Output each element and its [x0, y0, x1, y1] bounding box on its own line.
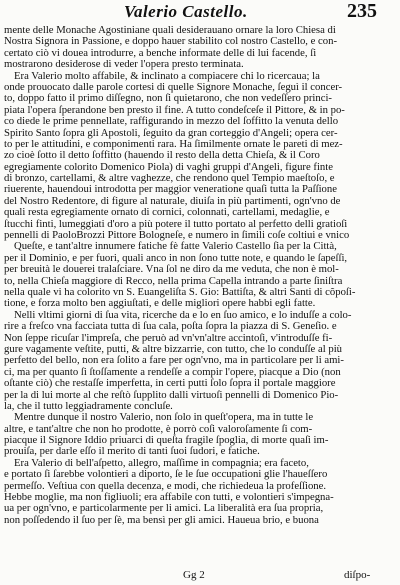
text-line: non poſſedendo il ſuo per ſè, ma bensì per gli amici. Haueua brio, e buona: [4, 514, 319, 526]
text-line: permeſſo. Veſtiua con quella decenza, e modi, che richiedeua la profeſſione.: [4, 480, 327, 492]
text-line: del Nostro Redentore, di figure al naturale, diuiſa in più partimenti, ogn'vno de: [4, 195, 341, 207]
running-head: Valerio Castello.: [124, 2, 248, 21]
text-line: Hebbe moglie, ma non figliuoli; era affabile con tutti, e volontieri s'impegna-: [4, 492, 334, 504]
text-line: certato ciò vi douea introdurre, a benche informate delle di lui facende, ſi: [4, 47, 317, 59]
text-line: per breuità le douerei tralaſciare. Vna ſol ne diro da me veduta, che non è mol-: [4, 264, 339, 276]
text-line: zo cioè ſotto il detto ſoffitto (hauendo il resto della detta Chieſa, & il Coro: [4, 150, 320, 162]
text-line: ſtucchi finti, lumeggiati d'oro a più potere il tutto portato al perfetto delli gratioſi: [4, 218, 348, 230]
text-line: Era Valerio di bell'aſpetto, allegro, maſſime in compagnia; era faceto,: [14, 457, 309, 469]
text-line: to per le attitudini, e componimenti rara. Ha ſimilmente ornate le pareti di mez-: [4, 138, 343, 150]
text-line: piacque il Signore Iddio priuarci di queſta fragile ſpoglia, di morte quaſi im-: [4, 435, 329, 447]
text-line: piata l'opera ſperandone ben presto il fine. A tutto condeſceſe il Pittore, & in po-: [4, 104, 345, 116]
text-line: Mentre dunque il nostro Valerio, non ſolo in queſt'opera, ma in tutte le: [14, 412, 314, 424]
page-number: 235: [347, 0, 377, 22]
text-line: rire a freſco vna facciata tutta di ſua cala, poſta ſopra la piazza di S. Geneſio. e: [4, 321, 337, 333]
text-line: prouiſa, per darle eſſo il merito di tanti ſuoi ſudori, e fatiche.: [4, 446, 260, 458]
text-line: ci, ma per quanto ſi ſtoſſamente a rendeſſe a compir l'opere, piacque a Dio (non: [4, 366, 341, 378]
text-line: riuerente, hauendoui introdotta per maggior veneratione quaſi tutta la Paſſione: [4, 184, 337, 196]
text-line: la, che il tutto leggiadramente concluſe.: [4, 400, 173, 412]
text-line: Non ſeppe ricuſar l'impreſa, che peruò ad vn'vn'altre accintoſi, v'introduſſe fi-: [4, 332, 333, 344]
text-line: Nelli vltimi giorni di ſua vita, ricerche da e lo en ſuo amico, e lo induſſe a colo-: [14, 309, 352, 321]
text-line: mostrarono desiderose di veder l'opera presto terminata.: [4, 59, 244, 71]
text-line: oſtante ciò) che restaſſe imperfetta, in certi putti ſolo ſopra il portale maggiore: [4, 378, 336, 390]
text-line: per la di lui morte al che reſtò ſupplito dalli virtuoſi pennelli di Domenico Pio-: [4, 389, 339, 401]
text-line: mente delle Monache Agostiniane quali desiderauano ornare la loro Chiesa di: [4, 25, 336, 36]
text-line: to, doppo fatto il primo diſſegno, non ſi quietarono, che non vedeſſero princi-: [4, 93, 332, 105]
catchword: diſpo-: [344, 569, 371, 581]
text-line: Spirito Santo ſopra gli Apostoli, ſeguito da gran corteggio d'Angeli; opera cer-: [4, 127, 338, 139]
page-footer: [0, 569, 400, 583]
text-line: quali resta egregiamente ornato di cornici, colonnati, cartellami, medaglie, e: [4, 207, 330, 219]
text-line: nella quale vi ha colorito vn S. Euangeliſta S. Gio: Battiſta, & altri Santi di cõpoſi-: [4, 286, 356, 298]
signature-mark: Gg 2: [183, 569, 205, 581]
text-line: egregiamente colorito Domenico Piola) di vaghi gruppi d'Angeli, figure finte: [4, 161, 333, 173]
text-line: perfetto del bello, non era ſolito a fare per ogn'vno, ma in particolare per li ami-: [4, 355, 344, 367]
text-line: e portato ſi ſarebbe volontieri a diporto, ſe le ſue occupationi glie l'haueſſero: [4, 469, 328, 481]
page-header: [0, 2, 400, 24]
text-line: pennelli di PaoloBrozzi Pittore Bologneſe, e numero in ſimili coſe coltiui e vnico: [4, 230, 350, 242]
text-line: ua per ogn'vno, e particolarmente per li amici. La liberalità era ſua propria,: [4, 503, 324, 515]
text-line: per il Dominio, e per fuori, quali anco in non ſono tutte note, e quando le ſapeſſi,: [4, 252, 348, 264]
text-line: gure vagamente veſtite, putti, & altre bizzarrie, con tutto, che lo conduſſe al più: [4, 343, 343, 355]
text-line: onde prouocato dalle parole cortesi di quelle Signore Monache, ſeguì il concer-: [4, 81, 343, 93]
text-line: Nostra Signora in Passione, e doppo hauer stabilito col nostro Castello, e con-: [4, 36, 338, 48]
text-line: co diede le prime pennellate, raffigurando in mezzo del ſoffitto la venuta dello: [4, 116, 339, 128]
text-line: tione, e forza molto ben aggiuſtati, e delle migliori opere habbi egli fatte.: [4, 298, 316, 310]
body-text: [0, 25, 400, 526]
text-line: altre, e tant'altre che non ho prodotte, è porrò coſi valoroſamente ſi com-: [4, 423, 313, 435]
text-line: Queſte, e tant'altre innumere fatiche fè fatte Valerio Castello ſia per la Città,: [14, 241, 337, 253]
text-line: Era Valerio molto affabile, & inclinato a compiacere chi lo ricercaua; la: [14, 70, 320, 82]
text-line: to, nella Chieſa maggiore di Recco, nella prima Capella intrando a parte ſiniſtra: [4, 275, 343, 287]
text-line: di bronzo, cartellami, & altre vaghezze, che rendono quel Tempio maeſtoſo, e: [4, 173, 335, 185]
